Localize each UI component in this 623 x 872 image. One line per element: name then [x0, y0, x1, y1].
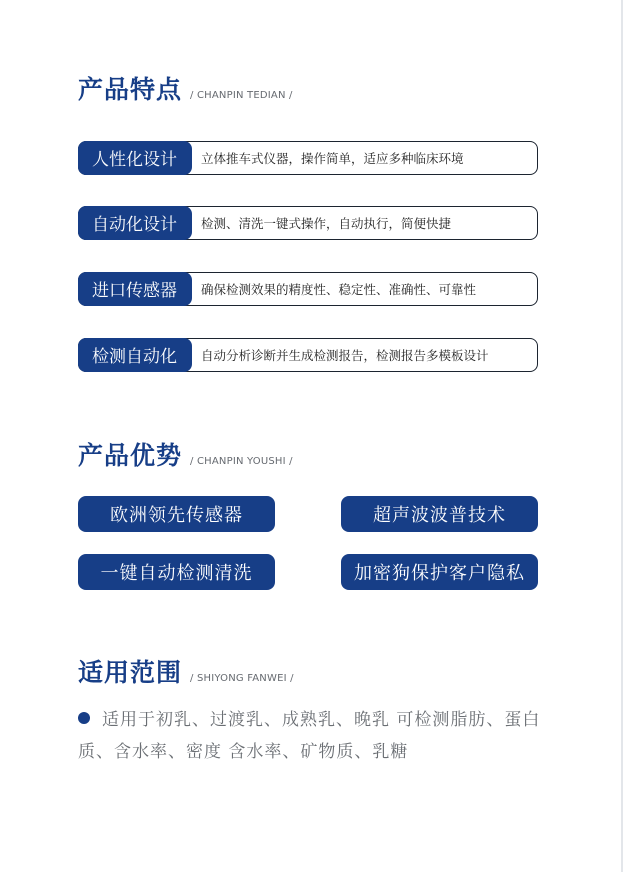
feature-row	[78, 206, 538, 240]
feature-desc: 自动分析诊断并生成检测报告，检测报告多模板设计	[201, 347, 489, 363]
advantage-badge: 超声波波普技术	[341, 496, 538, 532]
feature-tag: 进口传感器	[78, 272, 192, 306]
advantage-badge: 欧洲领先传感器	[78, 496, 275, 532]
bullet-dot-icon	[78, 712, 90, 724]
features-subtitle: / CHANPIN TEDIAN /	[190, 90, 293, 101]
advantages-title: 产品优势	[78, 441, 183, 470]
scope-heading	[78, 653, 294, 689]
scope-title: 适用范围	[78, 658, 183, 687]
advantage-badge: 加密狗保护客户隐私	[341, 554, 538, 590]
feature-tag: 检测自动化	[78, 338, 192, 372]
features-heading	[78, 70, 293, 106]
advantage-badge: 一键自动检测清洗	[78, 554, 275, 590]
feature-desc: 立体推车式仪器，操作简单，适应多种临床环境	[201, 150, 464, 166]
feature-tag: 自动化设计	[78, 206, 192, 240]
scope-paragraph	[78, 704, 548, 768]
feature-desc: 检测、清洗一键式操作，自动执行，简便快捷	[201, 215, 452, 231]
scope-subtitle: / SHIYONG FANWEI /	[190, 673, 294, 684]
advantages-heading	[78, 436, 293, 472]
feature-tag: 人性化设计	[78, 141, 192, 175]
feature-row	[78, 141, 538, 175]
features-title: 产品特点	[78, 75, 183, 104]
feature-row	[78, 338, 538, 372]
advantages-subtitle: / CHANPIN YOUSHI /	[190, 456, 293, 467]
feature-row	[78, 272, 538, 306]
feature-desc: 确保检测效果的精度性、稳定性、准确性、可靠性	[201, 281, 477, 297]
scope-text: 适用于初乳、过渡乳、成熟乳、晚乳 可检测脂肪、蛋白质、含水率、密度 含水率、矿物质、乳糖	[78, 710, 541, 762]
